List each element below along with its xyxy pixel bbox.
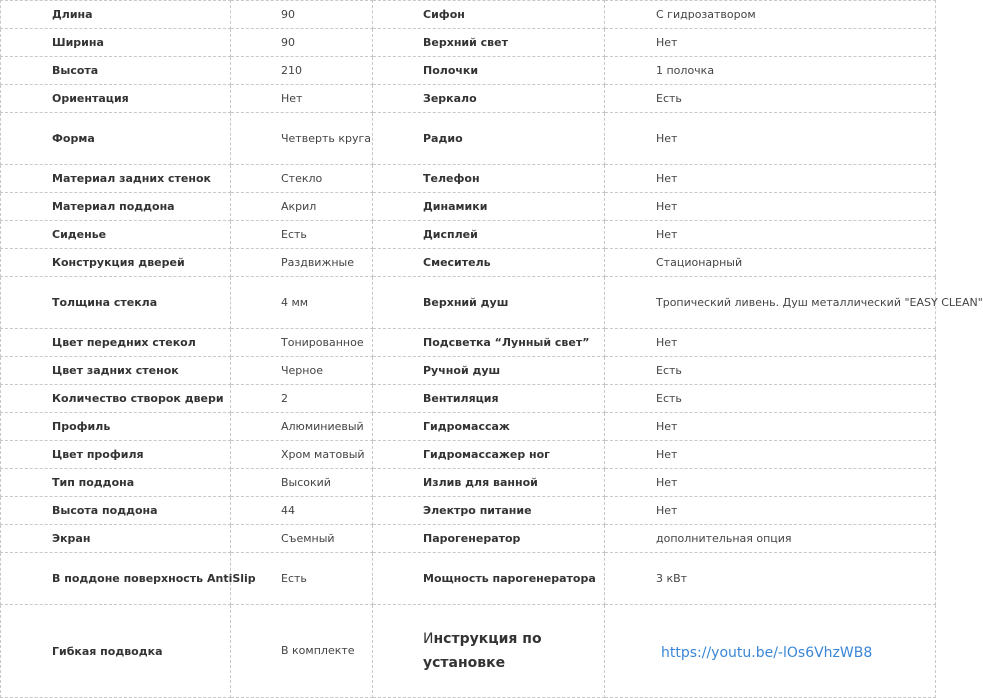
spec-value: Четверть круга — [231, 113, 373, 165]
spec-value: Алюминиевый — [231, 413, 373, 441]
instruction-text: нструкция по установке — [423, 631, 542, 671]
table-row — [1, 193, 936, 221]
table-row — [1, 329, 936, 357]
spec-value: 90 — [231, 1, 373, 29]
spec-label: Излив для ванной — [373, 469, 605, 497]
table-row — [1, 525, 936, 553]
table-row — [1, 113, 936, 165]
spec-value: Нет — [605, 441, 936, 469]
spec-label: Гидромассажер ног — [373, 441, 605, 469]
spec-label: Гибкая подводка — [1, 605, 231, 698]
spec-value: Есть — [605, 385, 936, 413]
instruction-title — [423, 627, 564, 675]
spec-label: Зеркало — [373, 85, 605, 113]
spec-label: Длина — [1, 1, 231, 29]
video-link-cell — [605, 605, 936, 698]
spec-label: Парогенератор — [373, 525, 605, 553]
table-row — [1, 469, 936, 497]
spec-label: Цвет профиля — [1, 441, 231, 469]
table-row — [1, 1, 936, 29]
spec-label: Ориентация — [1, 85, 231, 113]
spec-label: Электро питание — [373, 497, 605, 525]
spec-value: Есть — [231, 553, 373, 605]
table-row — [1, 165, 936, 193]
spec-label: Форма — [1, 113, 231, 165]
spec-label: Высота поддона — [1, 497, 231, 525]
spec-label: Профиль — [1, 413, 231, 441]
table-row — [1, 497, 936, 525]
table-row — [1, 441, 936, 469]
spec-label: Динамики — [373, 193, 605, 221]
table-row — [1, 605, 936, 698]
spec-value: Нет — [605, 469, 936, 497]
spec-value: 4 мм — [231, 277, 373, 329]
spec-value: Тропический ливень. Душ металлический "EASY CLEAN" — [605, 277, 936, 329]
table-row — [1, 85, 936, 113]
spec-value: Нет — [605, 193, 936, 221]
spec-value: Нет — [605, 165, 936, 193]
spec-label: Подсветка “Лунный свет” — [373, 329, 605, 357]
table-row — [1, 221, 936, 249]
instruction-cell — [373, 605, 605, 698]
spec-value: 44 — [231, 497, 373, 525]
spec-label: Количество створок двери — [1, 385, 231, 413]
spec-label: В поддоне поверхность AntiSlip — [1, 553, 231, 605]
table-row — [1, 277, 936, 329]
spec-label: Смеситель — [373, 249, 605, 277]
table-row — [1, 385, 936, 413]
spec-value: Акрил — [231, 193, 373, 221]
spec-label: Ручной душ — [373, 357, 605, 385]
spec-value: С гидрозатвором — [605, 1, 936, 29]
spec-value: 3 кВт — [605, 553, 936, 605]
spec-label: Цвет передних стекол — [1, 329, 231, 357]
table-row — [1, 29, 936, 57]
spec-value: Нет — [605, 29, 936, 57]
spec-value: Хром матовый — [231, 441, 373, 469]
spec-value: 90 — [231, 29, 373, 57]
table-row — [1, 413, 936, 441]
spec-value: Нет — [605, 413, 936, 441]
spec-label: Верхний свет — [373, 29, 605, 57]
spec-label: Радио — [373, 113, 605, 165]
spec-value: 210 — [231, 57, 373, 85]
spec-value: В комплекте — [231, 605, 373, 698]
spec-value: Высокий — [231, 469, 373, 497]
spec-value: Стационарный — [605, 249, 936, 277]
spec-value: Есть — [605, 357, 936, 385]
spec-value: Нет — [605, 497, 936, 525]
spec-label: Цвет задних стенок — [1, 357, 231, 385]
spec-label: Гидромассаж — [373, 413, 605, 441]
spec-label: Сиденье — [1, 221, 231, 249]
spec-value: Раздвижные — [231, 249, 373, 277]
spec-label: Высота — [1, 57, 231, 85]
video-link[interactable]: https://youtu.be/-lOs6VhzWB8 — [661, 645, 873, 661]
spec-label: Материал поддона — [1, 193, 231, 221]
spec-label: Толщина стекла — [1, 277, 231, 329]
table-row — [1, 357, 936, 385]
spec-label: Материал задних стенок — [1, 165, 231, 193]
spec-value: дополнительная опция — [605, 525, 936, 553]
spec-label: Конструкция дверей — [1, 249, 231, 277]
spec-label: Ширина — [1, 29, 231, 57]
spec-value: Тонированное — [231, 329, 373, 357]
spec-value: 2 — [231, 385, 373, 413]
spec-label: Дисплей — [373, 221, 605, 249]
spec-value: Нет — [605, 221, 936, 249]
spec-label: Сифон — [373, 1, 605, 29]
spec-value: Есть — [231, 221, 373, 249]
spec-value: Нет — [605, 329, 936, 357]
spec-label: Мощность парогенератора — [373, 553, 605, 605]
spec-label: Полочки — [373, 57, 605, 85]
spec-value: Стекло — [231, 165, 373, 193]
spec-value: Нет — [605, 113, 936, 165]
spec-value: Есть — [605, 85, 936, 113]
table-row — [1, 249, 936, 277]
spec-value: Черное — [231, 357, 373, 385]
table-row — [1, 553, 936, 605]
spec-label: Экран — [1, 525, 231, 553]
spec-label: Тип поддона — [1, 469, 231, 497]
spec-value: Нет — [231, 85, 373, 113]
spec-value: Съемный — [231, 525, 373, 553]
spec-label: Телефон — [373, 165, 605, 193]
spec-value: 1 полочка — [605, 57, 936, 85]
instruction-first-letter: И — [423, 631, 434, 647]
spec-label: Вентиляция — [373, 385, 605, 413]
spec-label: Верхний душ — [373, 277, 605, 329]
table-row — [1, 57, 936, 85]
